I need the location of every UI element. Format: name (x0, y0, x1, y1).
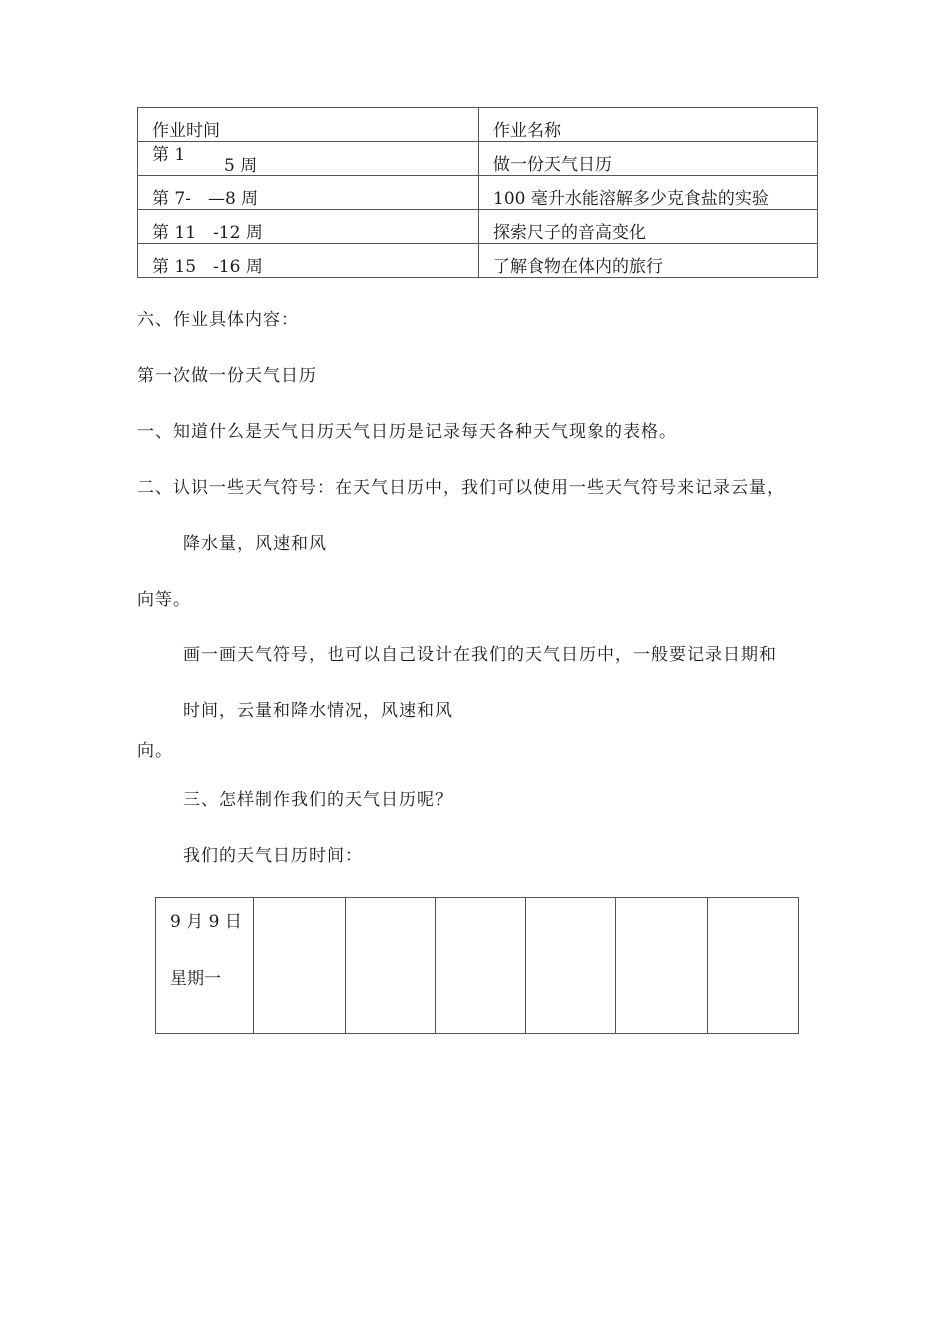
row-task: 了解食物在体内的旅行 (479, 244, 818, 278)
week-start: 第 1 (152, 145, 186, 165)
paragraph-line-1: 画一画天气符号，也可以自己设计在我们的天气日历中，一般要记录日期和 (183, 645, 777, 665)
sub-title: 第一次做一份天气日历 (137, 366, 317, 386)
row-task: 探索尺子的音高变化 (479, 210, 818, 244)
table-row (138, 210, 818, 244)
calendar-cell[interactable] (526, 898, 616, 1034)
calendar-date: 9 月 9 日 (170, 912, 242, 932)
row-week: 第 15 -16 周 (138, 244, 479, 278)
item-3: 三、怎样制作我们的天气日历呢？ (183, 790, 453, 810)
paragraph-line-3: 向。 (137, 741, 173, 761)
calendar-cell[interactable] (708, 898, 799, 1034)
week-split (152, 142, 478, 175)
table-row (138, 244, 818, 278)
calendar-cell[interactable] (616, 898, 708, 1034)
calendar-date-cell (156, 898, 254, 1034)
table-row (138, 142, 818, 176)
weather-calendar-table (155, 897, 799, 1034)
table-row (138, 176, 818, 210)
header-time: 作业时间 (138, 108, 479, 142)
row-week: 第 11 -12 周 (138, 210, 479, 244)
item-1: 一、知道什么是天气日历天气日历是记录每天各种天气现象的表格。 (137, 422, 677, 442)
week-end: 5 周 (224, 156, 258, 176)
calendar-cell[interactable] (253, 898, 345, 1034)
assignment-schedule-table (137, 107, 818, 278)
header-name: 作业名称 (479, 108, 818, 142)
paragraph-line-2: 时间，云量和降水情况，风速和风 (183, 701, 453, 721)
item-2-line-3: 向等。 (137, 590, 191, 610)
section-title: 六、作业具体内容： (137, 310, 299, 330)
row-task: 做一份天气日历 (479, 142, 818, 176)
calendar-row (156, 898, 799, 1034)
row-week-cell (138, 142, 479, 176)
calendar-weekday: 星期一 (170, 969, 221, 989)
item-2-line-2: 降水量，风速和风 (183, 534, 327, 554)
table-header-row (138, 108, 818, 142)
item-2-line-1: 二、认识一些天气符号：在天气日历中，我们可以使用一些天气符号来记录云量， (137, 478, 785, 498)
row-week: 第 7- —8 周 (138, 176, 479, 210)
calendar-intro: 我们的天气日历时间： (183, 846, 363, 866)
calendar-cell[interactable] (435, 898, 526, 1034)
calendar-cell[interactable] (345, 898, 435, 1034)
row-task: 100 毫升水能溶解多少克食盐的实验 (479, 176, 818, 210)
